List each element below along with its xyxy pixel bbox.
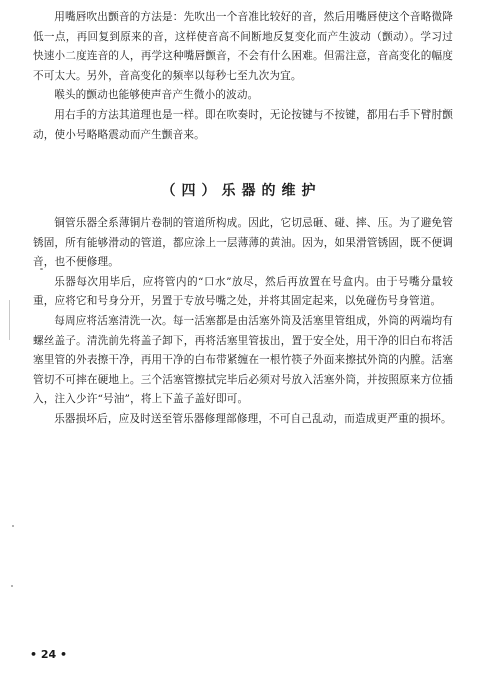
scan-speck: [11, 585, 13, 587]
paragraph-right-hand-vibrato: 用右手的方法其道理也是一样。即在吹奏时，无论按键与不按键，都用右手下臂肘颤动，使小号略略震动而产生颤音来。: [33, 108, 453, 141]
paragraph-throat-vibrato: 喉头的颤动也能够使声音产生微小的波动。: [54, 89, 259, 102]
page-number: • 24 •: [30, 648, 68, 661]
paragraph-valve-cleaning: 每周应将活塞清洗一次。每一活塞都是由活塞外筒及活塞里管组成，外筒的两端均有螺丝盖子。清洗前先将盖子卸下，再将活塞里管拔出，置于安全处，用干净的旧白布将活塞里管的外表擦干净，再用干净的白布带紧缠在一根竹筷子外面来擦拭外筒的内膛。活塞管切不可摔在硬地上。三个活塞管擦拭完毕后必须对号放入活塞外筒，并按照原来方位插入，注入少许“号油”，将上下盖子盖好即可。: [33, 314, 453, 406]
paragraph-material-care: 铜管乐器全系薄铜片卷制的管道所构成。因此，它切忌砸、碰、摔、压。为了避免管锈固，所有能够滑动的管道，都应涂上一层薄薄的黄油。因为，如果滑管锈固，既不便调音，也不便修理。: [33, 217, 453, 269]
top-text-block: [33, 8, 453, 145]
section-heading: （四）乐器的维护: [161, 183, 322, 199]
scan-speck: [40, 268, 43, 270]
scan-binding-mark: [9, 300, 10, 340]
paragraph-after-use: 乐器每次用毕后，应将管内的“口水”放尽，然后再放置在号盒内。由于号嘴分量较重，应将它和号身分开，另置于专放号嘴之处，并将其固定起来，以免碰伤号身管道。: [33, 275, 453, 308]
bottom-text-block: [33, 214, 453, 430]
scan-speck: [12, 525, 14, 527]
paragraph-lip-vibrato: 用嘴唇吹出颤音的方法是：先吹出一个音准比较好的音，然后用嘴唇使这个音略微降低一点，再回复到原来的音，这样使音高不间断地反复变化而产生波动（颤动）。学习过快速小二度连音的人，再学这种嘴唇颤音，不会有什么困难。但需注意，音高变化的幅度不可太大。另外，音高变化的频率以每秒七至九次为宜。: [33, 11, 453, 82]
paragraph-repair: 乐器损坏后，应及时送至管乐器修理部修理，不可自己乱动，而造成更严重的损坏。: [54, 412, 452, 425]
